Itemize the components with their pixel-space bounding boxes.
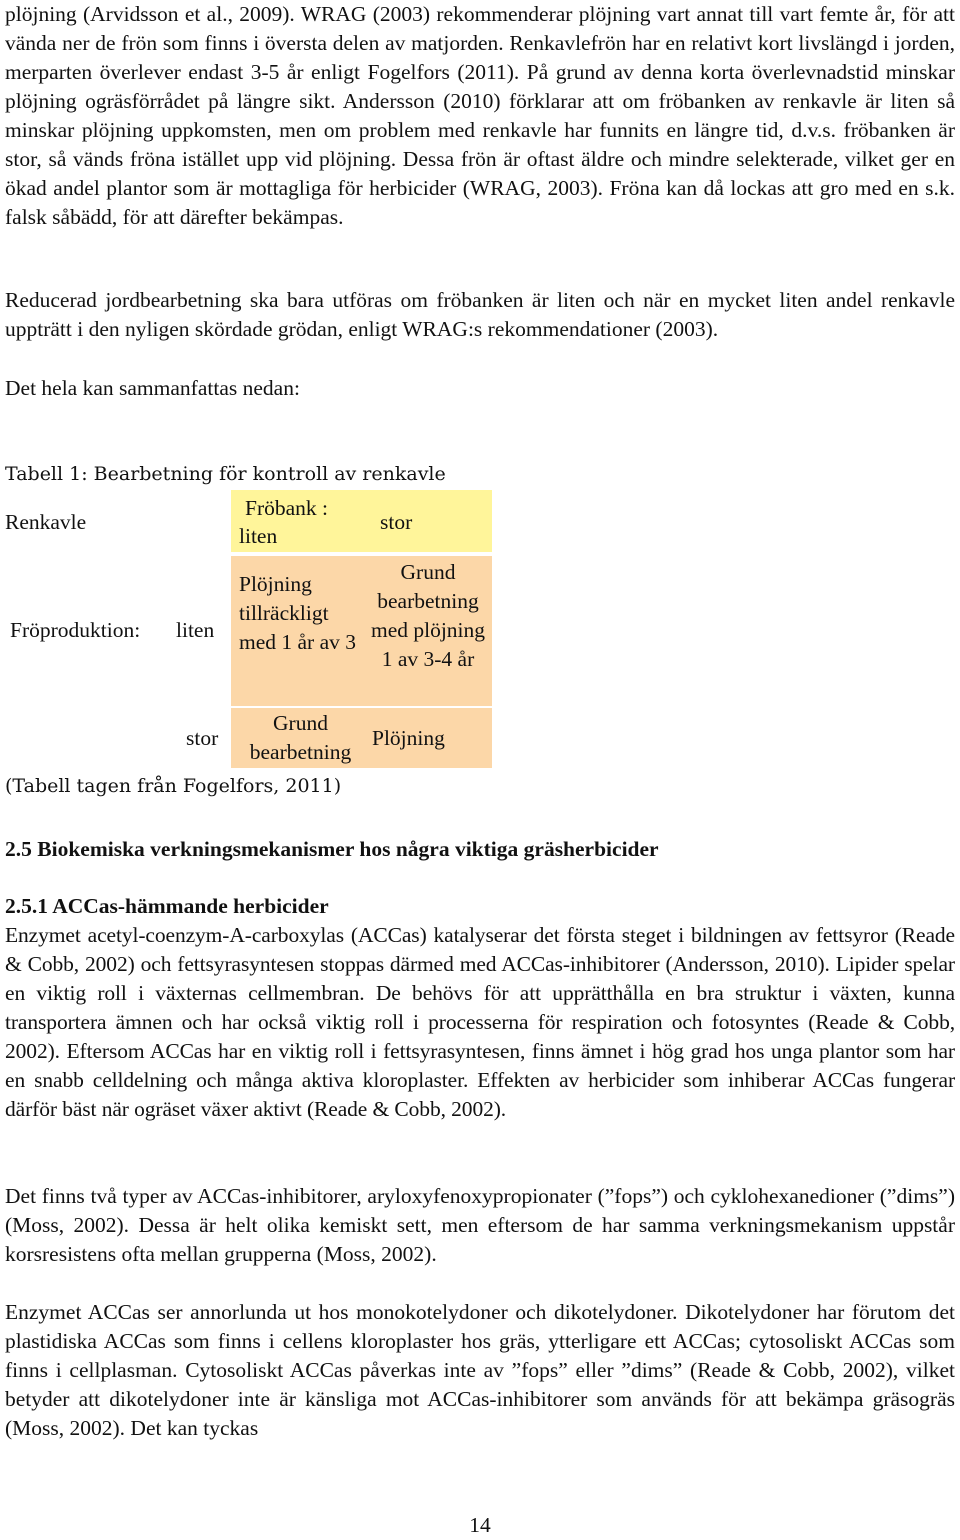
table-caption: Tabell 1: Bearbetning för kontroll av renkavle — [5, 463, 446, 485]
table-corner-label: Renkavle — [5, 510, 87, 534]
section-heading-2-5: 2.5 Biokemiska verkningsmekanismer hos några viktiga gräsherbicider — [5, 837, 659, 861]
table-row-group-label: Fröproduktion: — [10, 618, 141, 642]
table-row-stor-label: stor — [186, 726, 219, 750]
paragraph-accas-1: Enzymet acetyl-coenzym-A-carboxylas (ACCas) katalyserar det första steget i bildningen av fettsyror (Reade & Cobb, 2002) och fettsyrasyntesen stoppas därmed med ACCas-inhibitorer (Andersson, 2010). Lipider spelar en viktig roll i växternas cellmembran. De behövs för att upprätthålla en bra struktur i växten, kunna transportera ämnen och har också viktig roll i processerna för respiration och fotosyntes (Reade & Cobb, 2002). Eftersom ACCas har en viktig roll i fettsyrasyntesen, finns ämnet i hög grad hos unga plantor som har en snabb celldelning och många aktiva kloroplaster. Effekten av herbicider som inhiberar ACCas fungerar därför bäst när ogräset växer aktivt (Reade & Cobb, 2002). — [5, 923, 955, 1121]
section-heading-2-5-1: 2.5.1 ACCas-hämmande herbicider — [5, 894, 329, 918]
table-cell-stor-liten: Grund bearbetning — [231, 708, 364, 768]
table-header-stor-cell — [364, 490, 492, 552]
table-cell-liten-stor: Grund bearbetning med plöjning 1 av 3-4 år — [364, 556, 492, 706]
table-header-frobank: Fröbank : — [245, 496, 329, 520]
table-header-liten-cell — [231, 490, 364, 552]
table-cell-liten-liten: Plöjning tillräckligt med 1 år av 3 — [231, 556, 364, 706]
table-row-liten-label: liten — [176, 618, 215, 642]
table-source: (Tabell tagen från Fogelfors, 2011) — [5, 775, 342, 797]
table-header-liten: liten — [239, 524, 278, 548]
paragraph-plowing-intro: plöjning (Arvidsson et al., 2009). WRAG (2003) rekommenderar plöjning vart annat till vart femte år, för att vända ner de frön som finns i översta delen av matjorden. Renkavlefrön har en relativt kort livslängd i jorden, merparten överlever endast 3-5 år enligt Fogelfors (2011). På grund av denna korta överlevnadstid minskar plöjning ogräsförrådet på längre sikt. Andersson (2010) förklarar att om fröbanken av renkavle är liten så minskar plöjning uppkomsten, men om problem med renkavle har funnits en längre tid, d.v.s. fröbanken är stor, så vänds fröna istället upp vid plöjning. Dessa frön är oftast äldre och mindre selekterade, vilket ger en ökad andel plantor som är mottagliga för herbicider (WRAG, 2003). Fröna kan då lockas att gro med en s.k. falsk såbädd, för att därefter bekämpas. — [5, 2, 955, 229]
paragraph-accas-2: Det finns två typer av ACCas-inhibitorer, aryloxyfenoxypropionater (”fops”) och cyklohexanedioner (”dims”) (Moss, 2002). Dessa är helt olika kemiskt sett, men eftersom de har samma verkningsmekanism uppstår korsresistens ofta mellan grupperna (Moss, 2002). — [5, 1184, 955, 1266]
table-cell-stor-stor: Plöjning — [364, 708, 492, 768]
page-number: 14 — [469, 1513, 491, 1537]
paragraph-accas-3: Enzymet ACCas ser annorlunda ut hos monokotelydoner och dikotelydoner. Dikotelydoner har förutom det plastidiska ACCas som finns i cellens kloroplaster hos gräs, ytterligare ett ACCas; cytosoliskt ACCas som finns i cellplasman. Cytosoliskt ACCas påverkas inte av ”fops” eller ”dims” (Reade & Cobb, 2002), vilket betyder att dikotelydoner inte är känsliga mot ACCas-inhibitorer som används för att bekämpa gräsogräs (Moss, 2002). Det kan tyckas — [5, 1300, 955, 1440]
table-header-stor: stor — [380, 510, 413, 534]
paragraph-reduced-tillage: Reducerad jordbearbetning ska bara utföras om fröbanken är liten och när en mycket liten andel renkavle uppträtt i den nyligen skördade grödan, enligt WRAG:s rekommendationer (2003). — [5, 288, 955, 341]
paragraph-summary-intro: Det hela kan sammanfattas nedan: — [5, 376, 300, 400]
